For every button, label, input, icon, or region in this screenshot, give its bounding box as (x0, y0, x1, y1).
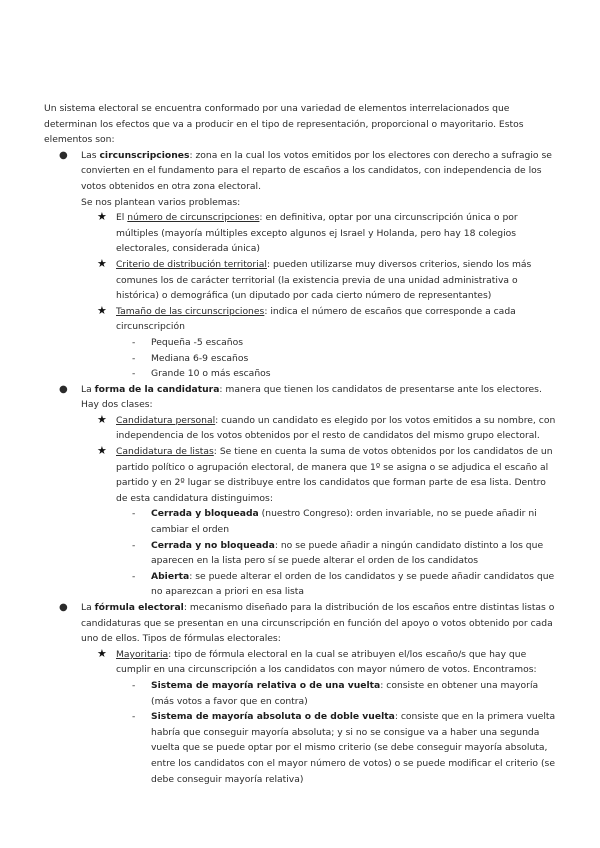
term-circunscripciones: circunscripciones (99, 149, 190, 161)
bullet-dash-icon: - (132, 508, 136, 520)
term-formula-electoral: fórmula electoral (94, 602, 184, 613)
list-item-criterio-distribucion: ★ Criterio de distribución territorial: pueden utilizarse muy diversos criterios, siendo los más comunes los de carácter territorial (la existencia previa de una unidad administrativa o histórica) o demográfica (un diputado por cada cierto número de representantes) (97, 256, 532, 302)
term-criterio-distribucion: Criterio de distribución territorial (116, 258, 267, 270)
bullet-star-icon: ★ (97, 256, 107, 270)
term-numero-circunscripciones: número de circunscripciones (127, 212, 260, 224)
list-item-cerrada-bloqueada: - Cerrada y bloqueada (nuestro Congreso): orden invariable, no se puede añadir ni cambiar el orden (132, 508, 537, 536)
term-mayoria-relativa: Sistema de mayoría relativa o de una vuelta (151, 679, 381, 691)
list-item-mayoria-absoluta: - Sistema de mayoría absoluta o de doble vuelta: consiste que en la primera vuelta habría que conseguir mayoría absoluta; y si no se consigue va a haber una segunda vuelta que se puede optar por el mismo criterio (se debe conseguir mayoría absoluta, entre los candidatos con el mayor número de votos) o se puede modificar el criterio (se debe conseguir mayoría relativa) (132, 711, 556, 785)
bullet-circle-icon: ● (59, 383, 68, 395)
list-item-forma-candidatura: ● La forma de la candidatura: manera que tienen los candidatos de presentarse ante los electores. Hay dos clases: (59, 383, 542, 411)
term-candidatura-listas: Candidatura de listas (116, 446, 214, 458)
intro-paragraph: Un sistema electoral se encuentra conformado por una variedad de elementos interrelacionados que determinan los efectos que va a producir en el tipo de representación, proporcional o mayoritario. Estos elementos son: (44, 103, 524, 146)
bullet-star-icon: ★ (97, 210, 107, 224)
bullet-dash-icon: - (132, 368, 136, 380)
list-item-circunscripciones: ● Las circunscripciones: zona en la cual los votos emitidos por los electores con derecho a sufragio se convierten en el fundamento para el reparto de escaños a los candidatos, con independencia de los votos obtenidos en otra zona electoral. Se nos plantean varios problemas: (44, 148, 556, 210)
list-item-size: - Grande 10 o más escaños (44, 366, 556, 382)
term-cerrada-no-bloqueada: Cerrada y no bloqueada (151, 539, 275, 551)
bullet-dash-icon: - (132, 711, 136, 723)
term-mayoria-absoluta: Sistema de mayoría absoluta o de doble vuelta (151, 711, 395, 723)
term-forma-candidatura: forma de la candidatura (94, 383, 220, 395)
list-item-numero-circunscripciones: ★ El número de circunscripciones: en definitiva, optar por una circunscripción única o por múltiples (mayoría múltiples excepto algunos ej Israel y Holanda, pero hay 18 colegios electorales, considerada única) (97, 210, 518, 255)
list-item-candidatura-listas: ★ Candidatura de listas: Se tiene en cuenta la suma de votos obtenidos por los candidatos de un partido político o agrupación electoral, de manera que 1º se asigna o se adjudica el escaño al partido y en 2º lugar se distribuye entre los candidatos que forman parte de esa lista. Dentro de esta candidatura distinguimos: (97, 444, 553, 504)
term-abierta: Abierta (151, 570, 190, 582)
bullet-star-icon: ★ (97, 303, 107, 317)
list-item-mayoria-relativa: - Sistema de mayoría relativa o de una vuelta: consiste en obtener una mayoría (más votos a favor que en contra) (132, 679, 539, 707)
bullet-dash-icon: - (132, 679, 136, 691)
bullet-star-icon: ★ (97, 444, 107, 458)
term-candidatura-personal: Candidatura personal (116, 414, 216, 426)
list-item-formula-electoral: ● La fórmula electoral: mecanismo diseñado para la distribución de los escaños entre distintas listas o candidaturas que se presentan en una circunscripción en función del apoyo o votos obtenido por cada uno de ellos. Tipos de fórmulas electorales: (59, 602, 555, 645)
bullet-star-icon: ★ (97, 412, 107, 426)
list-item-tamano-circunscripciones: ★ Tamaño de las circunscripciones: indica el número de escaños que corresponde a cada circunscripción (97, 303, 516, 333)
bullet-circle-icon: ● (59, 602, 68, 613)
term-cerrada-bloqueada: Cerrada y bloqueada (151, 508, 259, 520)
term-tamano-circunscripciones: Tamaño de las circunscripciones (116, 305, 265, 317)
list-item-candidatura-personal: ★ Candidatura personal: cuando un candidato es elegido por los votos emitidos a su nombre, con independencia de los votos obtenidos por el resto de candidatos del mismo grupo electoral. (97, 412, 556, 442)
bullet-dash-icon: - (132, 336, 136, 348)
list-item-size: - Pequeña -5 escaños (44, 335, 556, 351)
list-item-cerrada-no-bloqueada: - Cerrada y no bloqueada: no se puede añadir a ningún candidato distinto a los que aparecen en la lista pero sí se puede alterar el orden de los candidatos (132, 539, 544, 567)
problems-intro: Se nos plantean varios problemas: (81, 196, 241, 208)
bullet-circle-icon: ● (59, 149, 68, 161)
bullet-dash-icon: - (132, 352, 136, 364)
list-item-mayoritaria: ★ Mayoritaria: tipo de fórmula electoral en la cual se atribuyen el/los escaño/s que hay que cumplir en una circunscripción a los candidatos con mayor número de votos. Encontramos: (97, 646, 537, 676)
bullet-dash-icon: - (132, 539, 136, 551)
list-item-size: - Mediana 6-9 escaños (44, 351, 556, 367)
bullet-dash-icon: - (132, 570, 136, 582)
bullet-star-icon: ★ (97, 646, 107, 660)
list-item-abierta: - Abierta: se puede alterar el orden de los candidatos y se puede añadir candidatos que no aparezcan a priori en esa lista (132, 570, 555, 598)
term-mayoritaria: Mayoritaria (116, 648, 169, 660)
